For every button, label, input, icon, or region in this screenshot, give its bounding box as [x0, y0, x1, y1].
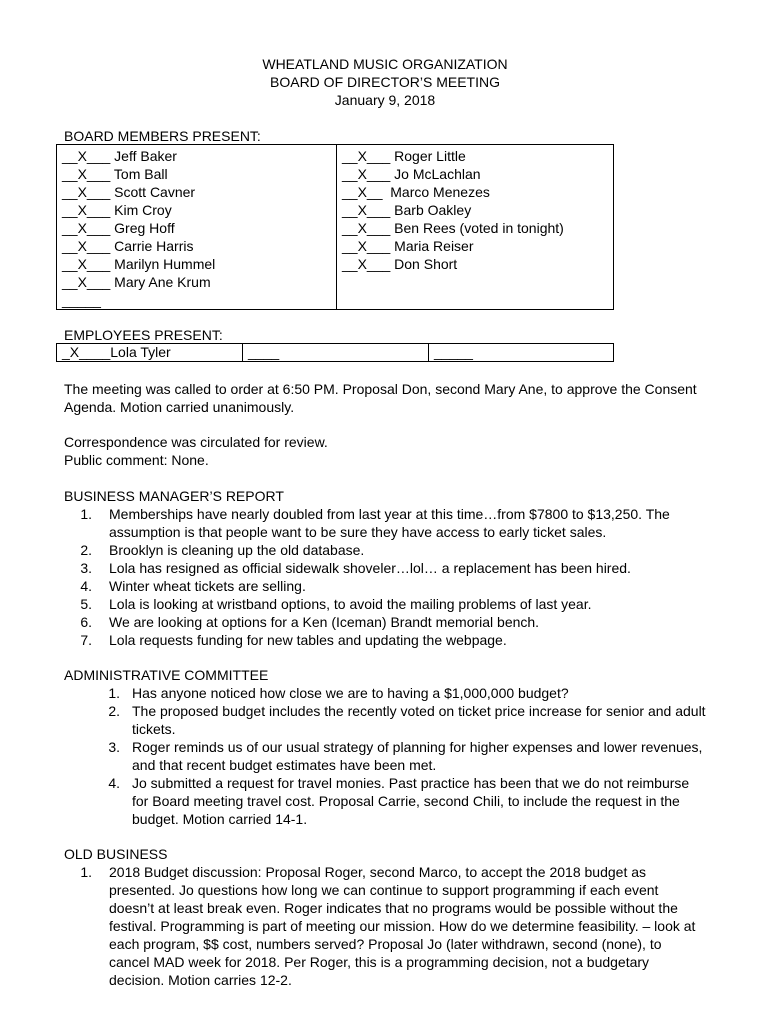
item-line: doesn’t at least break even. Roger indicates that no programs would be possible without the	[109, 900, 678, 916]
paragraph-line: Agenda. Motion carried unanimously.	[64, 399, 295, 415]
member-entry: __X___ Carrie Harris	[62, 238, 194, 254]
list-item	[64, 613, 754, 631]
member-entry: __X___ Jo McLachlan	[342, 166, 481, 182]
item-line: assumption is that people want to be sure they have access to early ticket sales.	[109, 524, 607, 540]
item-line: Jo submitted a request for travel monies. Past practice has been that we do not reimburse	[132, 775, 690, 791]
org-name: WHEATLAND MUSIC ORGANIZATION	[262, 56, 508, 72]
section-heading: BUSINESS MANAGER’S REPORT	[64, 488, 284, 504]
member-entry: __X___ Mary Ane Krum	[62, 274, 211, 290]
paragraph-line: The meeting was called to order at 6:50 PM. Proposal Don, second Mary Ane, to approve the Consent	[64, 381, 697, 397]
meeting-date: January 9, 2018	[334, 92, 436, 108]
employee-entry-blank: ____	[243, 344, 429, 362]
list-item	[64, 684, 754, 702]
list-item	[64, 541, 754, 559]
section-heading: ADMINISTRATIVE COMMITTEE	[64, 667, 269, 683]
opening-paragraph	[64, 380, 754, 416]
item-line: We are looking at options for a Ken (Iceman) Brandt memorial bench.	[109, 614, 540, 630]
document-header	[0, 55, 770, 109]
list-item	[64, 505, 754, 541]
item-line: each program, $$ cost, numbers served? Proposal Jo (later withdrawn, second (none), to	[109, 936, 662, 952]
business-manager-section	[64, 487, 754, 649]
member-entry: __X___ Tom Ball	[62, 166, 168, 182]
item-line: Lola is looking at wristband options, to avoid the mailing problems of last year.	[109, 596, 592, 612]
member-entry: __X___ Maria Reiser	[342, 238, 474, 254]
item-line: Brooklyn is cleaning up the old database.	[109, 542, 365, 558]
list-item	[64, 577, 754, 595]
item-line: budget. Motion carried 14-1.	[132, 811, 308, 827]
employee-entry: _X____Lola Tyler	[57, 344, 243, 362]
member-entry: __X___ Scott Cavner	[62, 184, 196, 200]
item-line: tickets.	[132, 721, 176, 737]
employee-entry-blank: _____	[429, 344, 614, 362]
item-number: 7.	[80, 632, 92, 648]
member-entry: __X___ Jeff Baker	[62, 148, 177, 164]
item-line: Has anyone noticed how close we are to having a $1,000,000 budget?	[132, 685, 569, 701]
item-number: 2.	[108, 703, 120, 719]
item-line: The proposed budget includes the recently voted on ticket price increase for senior and adult	[132, 703, 706, 719]
section-heading: OLD BUSINESS	[64, 846, 168, 862]
list-item	[64, 863, 754, 989]
item-number: 4.	[108, 775, 120, 791]
members-table	[56, 144, 614, 310]
item-line: for Board meeting travel cost. Proposal Carrie, second Chili, to include the request in the	[132, 793, 680, 809]
old-business-section	[64, 845, 754, 989]
list-item	[64, 702, 754, 738]
item-line: Roger reminds us of our usual strategy of planning for higher expenses and lower revenues,	[132, 739, 703, 755]
item-line: cancel MAD week for 2018. Per Roger, this is a programming decision, not a budgetary	[109, 954, 650, 970]
list-item	[64, 631, 754, 649]
list-item	[64, 774, 754, 828]
employees-present-label: EMPLOYEES PRESENT:	[64, 327, 223, 343]
item-line: Memberships have nearly doubled from last year at this time…from $7800 to $13,250. The	[109, 506, 670, 522]
item-number: 5.	[80, 596, 92, 612]
old-business-list	[64, 863, 754, 989]
members-present-label: BOARD MEMBERS PRESENT:	[64, 128, 261, 144]
item-line: festival. Programming is part of meeting our mission. How do we determine feasibility. – look at	[109, 918, 696, 934]
employees-table	[56, 343, 614, 362]
item-number: 2.	[80, 542, 92, 558]
paragraph-line: Public comment: None.	[64, 452, 209, 468]
business-manager-list	[64, 505, 754, 649]
item-line: and that recent budget estimates have been met.	[132, 757, 437, 773]
item-number: 4.	[80, 578, 92, 594]
administrative-list	[64, 684, 754, 828]
members-column-1	[57, 145, 337, 310]
list-item	[64, 559, 754, 577]
member-entry: __X___ Roger Little	[342, 148, 466, 164]
item-number: 1.	[80, 864, 92, 880]
member-entry: __X___ Kim Croy	[62, 202, 172, 218]
meeting-title: BOARD OF DIRECTOR’S MEETING	[270, 74, 500, 90]
member-entry: __X___ Greg Hoff	[62, 220, 175, 236]
item-number: 3.	[80, 560, 92, 576]
member-entry: __X___ Barb Oakley	[342, 202, 472, 218]
member-entry: __X___ Marilyn Hummel	[62, 256, 216, 272]
item-line: decision. Motion carries 12-2.	[109, 972, 292, 988]
member-entry: __X__ Marco Menezes	[342, 184, 490, 200]
member-entry: __X___ Don Short	[342, 256, 458, 272]
paragraph-line: Correspondence was circulated for review.	[64, 434, 328, 450]
administrative-section	[64, 666, 754, 828]
item-number: 1.	[80, 506, 92, 522]
item-number: 1.	[108, 685, 120, 701]
list-item	[64, 595, 754, 613]
members-column-2	[337, 145, 614, 310]
member-entry-blank: _____	[62, 292, 101, 308]
list-item	[64, 738, 754, 774]
item-number: 6.	[80, 614, 92, 630]
item-line: Lola has resigned as official sidewalk shoveler…lol… a replacement has been hired.	[109, 560, 631, 576]
correspondence-paragraph	[64, 433, 754, 469]
item-line: Winter wheat tickets are selling.	[109, 578, 306, 594]
item-line: Lola requests funding for new tables and updating the webpage.	[109, 632, 507, 648]
item-number: 3.	[108, 739, 120, 755]
item-line: 2018 Budget discussion: Proposal Roger, second Marco, to accept the 2018 budget as	[109, 864, 647, 880]
item-line: presented. Jo questions how long we can continue to support programming if each event	[109, 882, 659, 898]
member-entry: __X___ Ben Rees (voted in tonight)	[342, 220, 564, 236]
